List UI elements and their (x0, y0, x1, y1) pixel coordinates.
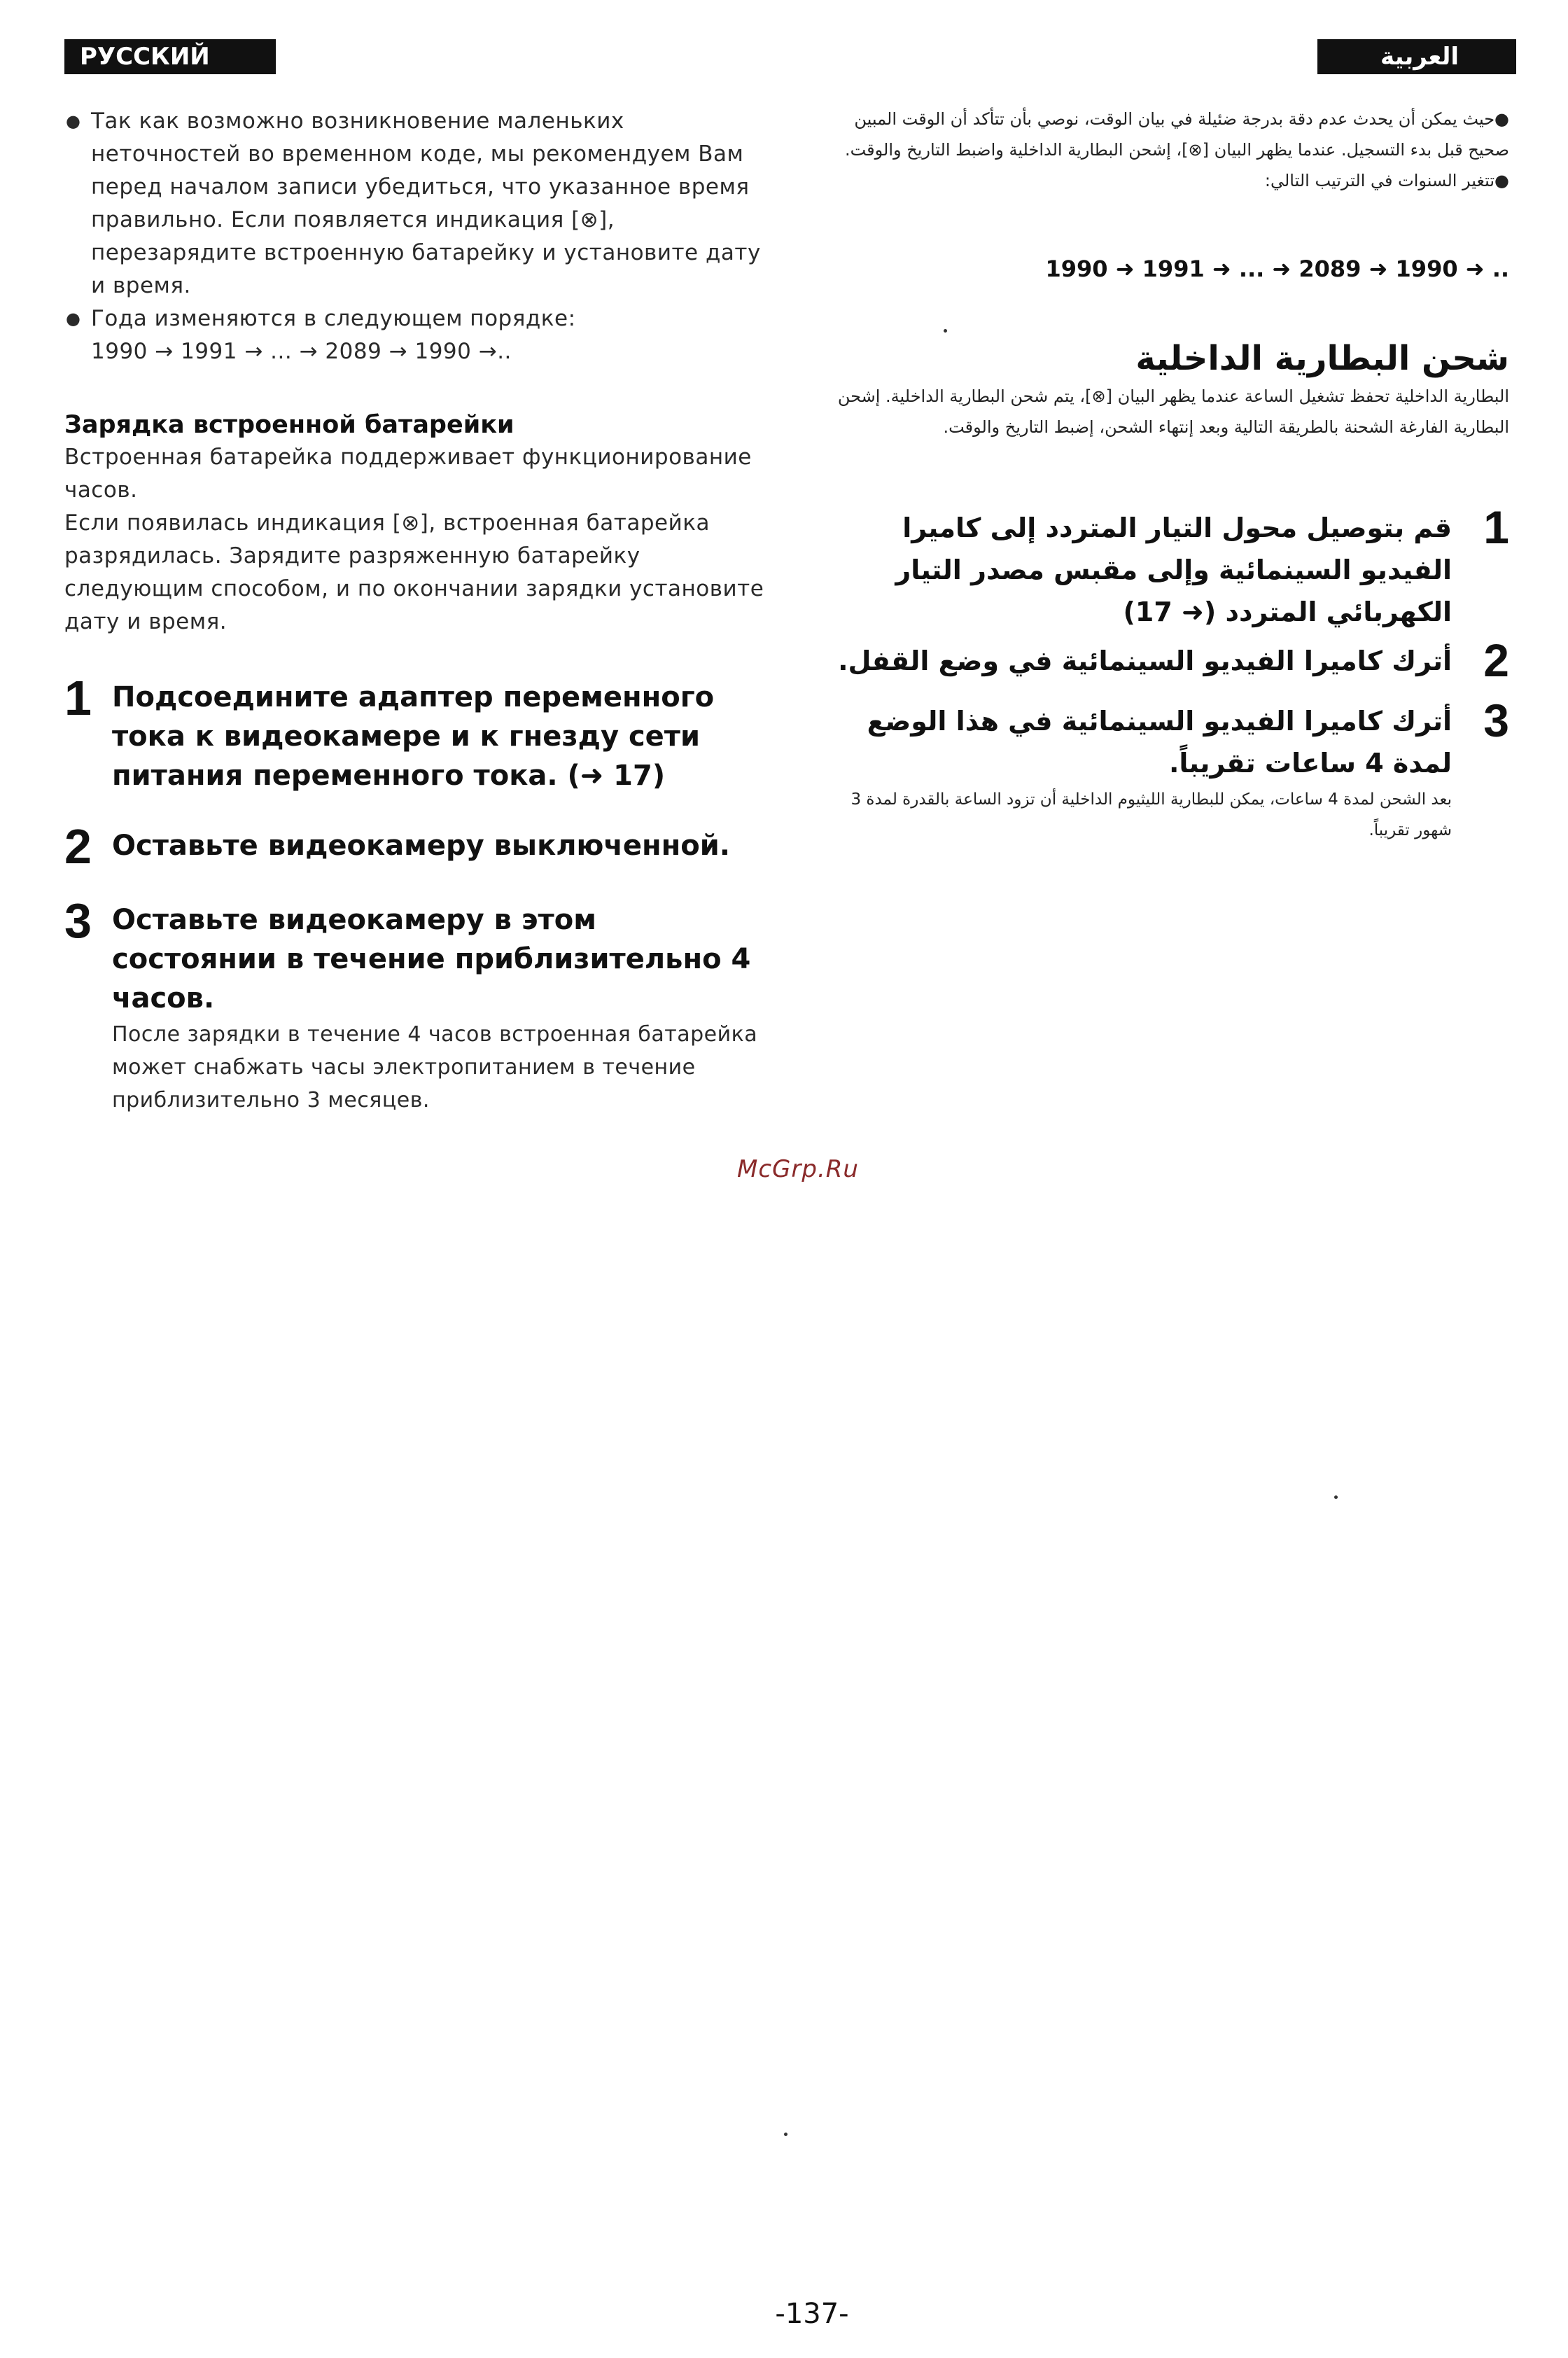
ar-bullet-text: حيث يمكن أن يحدث عدم دقة بدرجة ضئيلة في بيان الوقت، نوصي بأن تتأكد أن الوقت المبين صحيح قبل بدء التسجيل. عندما يظهر البيان [⊗]، إشحن البطارية الداخلية واضبط التاريخ والوقت. (844, 109, 1509, 160)
ru-bullet-year-order: ● Года изменяются в следующем порядке: (64, 302, 764, 335)
ru-section-paragraph-1: Встроенная батарейка поддерживает функционирование часов. (64, 445, 752, 503)
ar-charging-section (837, 336, 1509, 442)
ru-step-number: 1 (64, 671, 92, 725)
ar-step-text: قم بتوصيل محول التيار المتردد إلى كاميرا الفيديو السينمائية وإلى مقبس مصدر التيار الكهربائي المتردد (➜ 17) (895, 512, 1452, 627)
ru-step-text: Оставьте видеокамеру в этом состоянии в течение приблизительно 4 часов. (112, 904, 751, 1014)
ar-bullet-year-order (837, 165, 1509, 196)
ar-step-number: 1 (1483, 501, 1509, 553)
ar-intro-notes (837, 104, 1509, 196)
ar-section-title: شحن البطارية الداخلية (1135, 339, 1509, 378)
ar-bullet-timecode (837, 104, 1509, 165)
language-label-arabic: العربية (1317, 39, 1516, 74)
ru-section-title: Зарядка встроенной батарейки (64, 411, 514, 439)
ar-step-2 (809, 634, 1509, 686)
ar-step-text: أترك كاميرا الفيديو السينمائية في هذا الوضع لمدة 4 ساعات تقريباً. (867, 706, 1452, 779)
ru-step-2 (64, 819, 764, 874)
ru-intro-notes (64, 105, 764, 368)
ru-bullet-timecode: ● Так как возможно возникновение маленьких неточностей во временном коде, мы рекомендуем Вам перед началом записи убедиться, что указанное время правильно. Если появляется индикация [⊗], перезарядите встроенную батарейку и установите дату и время. (64, 105, 764, 302)
ru-charging-section (64, 409, 764, 639)
ar-step-note: بعد الشحن لمدة 4 ساعات، يمكن للبطارية الليثيوم الداخلية أن تزود الساعة بالقدرة لمدة 3 شهور تقريباً. (850, 790, 1452, 839)
ru-step-3 (64, 893, 764, 1117)
ar-section-paragraph: البطارية الداخلية تحفظ تشغيل الساعة عندما يظهر البيان [⊗]، يتم شحن البطارية الداخلية. إشحن البطارية الفارغة الشحنة بالطريقة التالية وبعد إنتهاء الشحن، إضبط التاريخ والوقت. (837, 386, 1509, 437)
scan-speck (1334, 1495, 1338, 1499)
page-number: -137- (775, 2298, 849, 2330)
ru-step-note: После зарядки в течение 4 часов встроенная батарейка может снабжать часы электропитанием в течение приблизительно 3 месяцев. (112, 1022, 758, 1112)
ar-step-number: 2 (1483, 634, 1509, 686)
bullet-dot-icon: ● (1494, 171, 1509, 190)
ru-section-paragraph-2: Если появилась индикация [⊗], встроенная батарейка разрядилась. Зарядите разряженную батарейку следующим способом, и по окончании зарядки установите дату и время. (64, 510, 764, 634)
ar-year-sequence: 1990 ➜ 1991 ➜ ... ➜ 2089 ➜ 1990 ➜ .. (1045, 256, 1509, 282)
ru-step-number: 3 (64, 893, 92, 948)
language-label-russian: РУССКИЙ ЯЗЫК (64, 39, 276, 74)
bullet-dot-icon: ● (1494, 109, 1509, 129)
ar-step-text: أترك كاميرا الفيديو السينمائية في وضع القفل. (838, 646, 1452, 676)
ar-step-1 (809, 501, 1509, 633)
scan-speck (784, 2133, 788, 2136)
ru-step-text: Оставьте видеокамеру выключенной. (112, 830, 730, 862)
ru-year-sequence: 1990 → 1991 → ... → 2089 → 1990 →.. (91, 339, 512, 364)
ar-step-3 (809, 695, 1509, 846)
scan-speck (944, 329, 947, 333)
ar-bullet-text: تتغير السنوات في الترتيب التالي: (1264, 171, 1495, 190)
ar-step-number: 3 (1483, 695, 1509, 746)
ru-step-number: 2 (64, 819, 92, 874)
ru-step-text: Подсоедините адаптер переменного тока к видеокамере и к гнезду сети питания переменного тока. (➜ 17) (112, 681, 715, 792)
ru-step-1 (64, 671, 764, 795)
watermark: McGrp.Ru (737, 1155, 859, 1183)
